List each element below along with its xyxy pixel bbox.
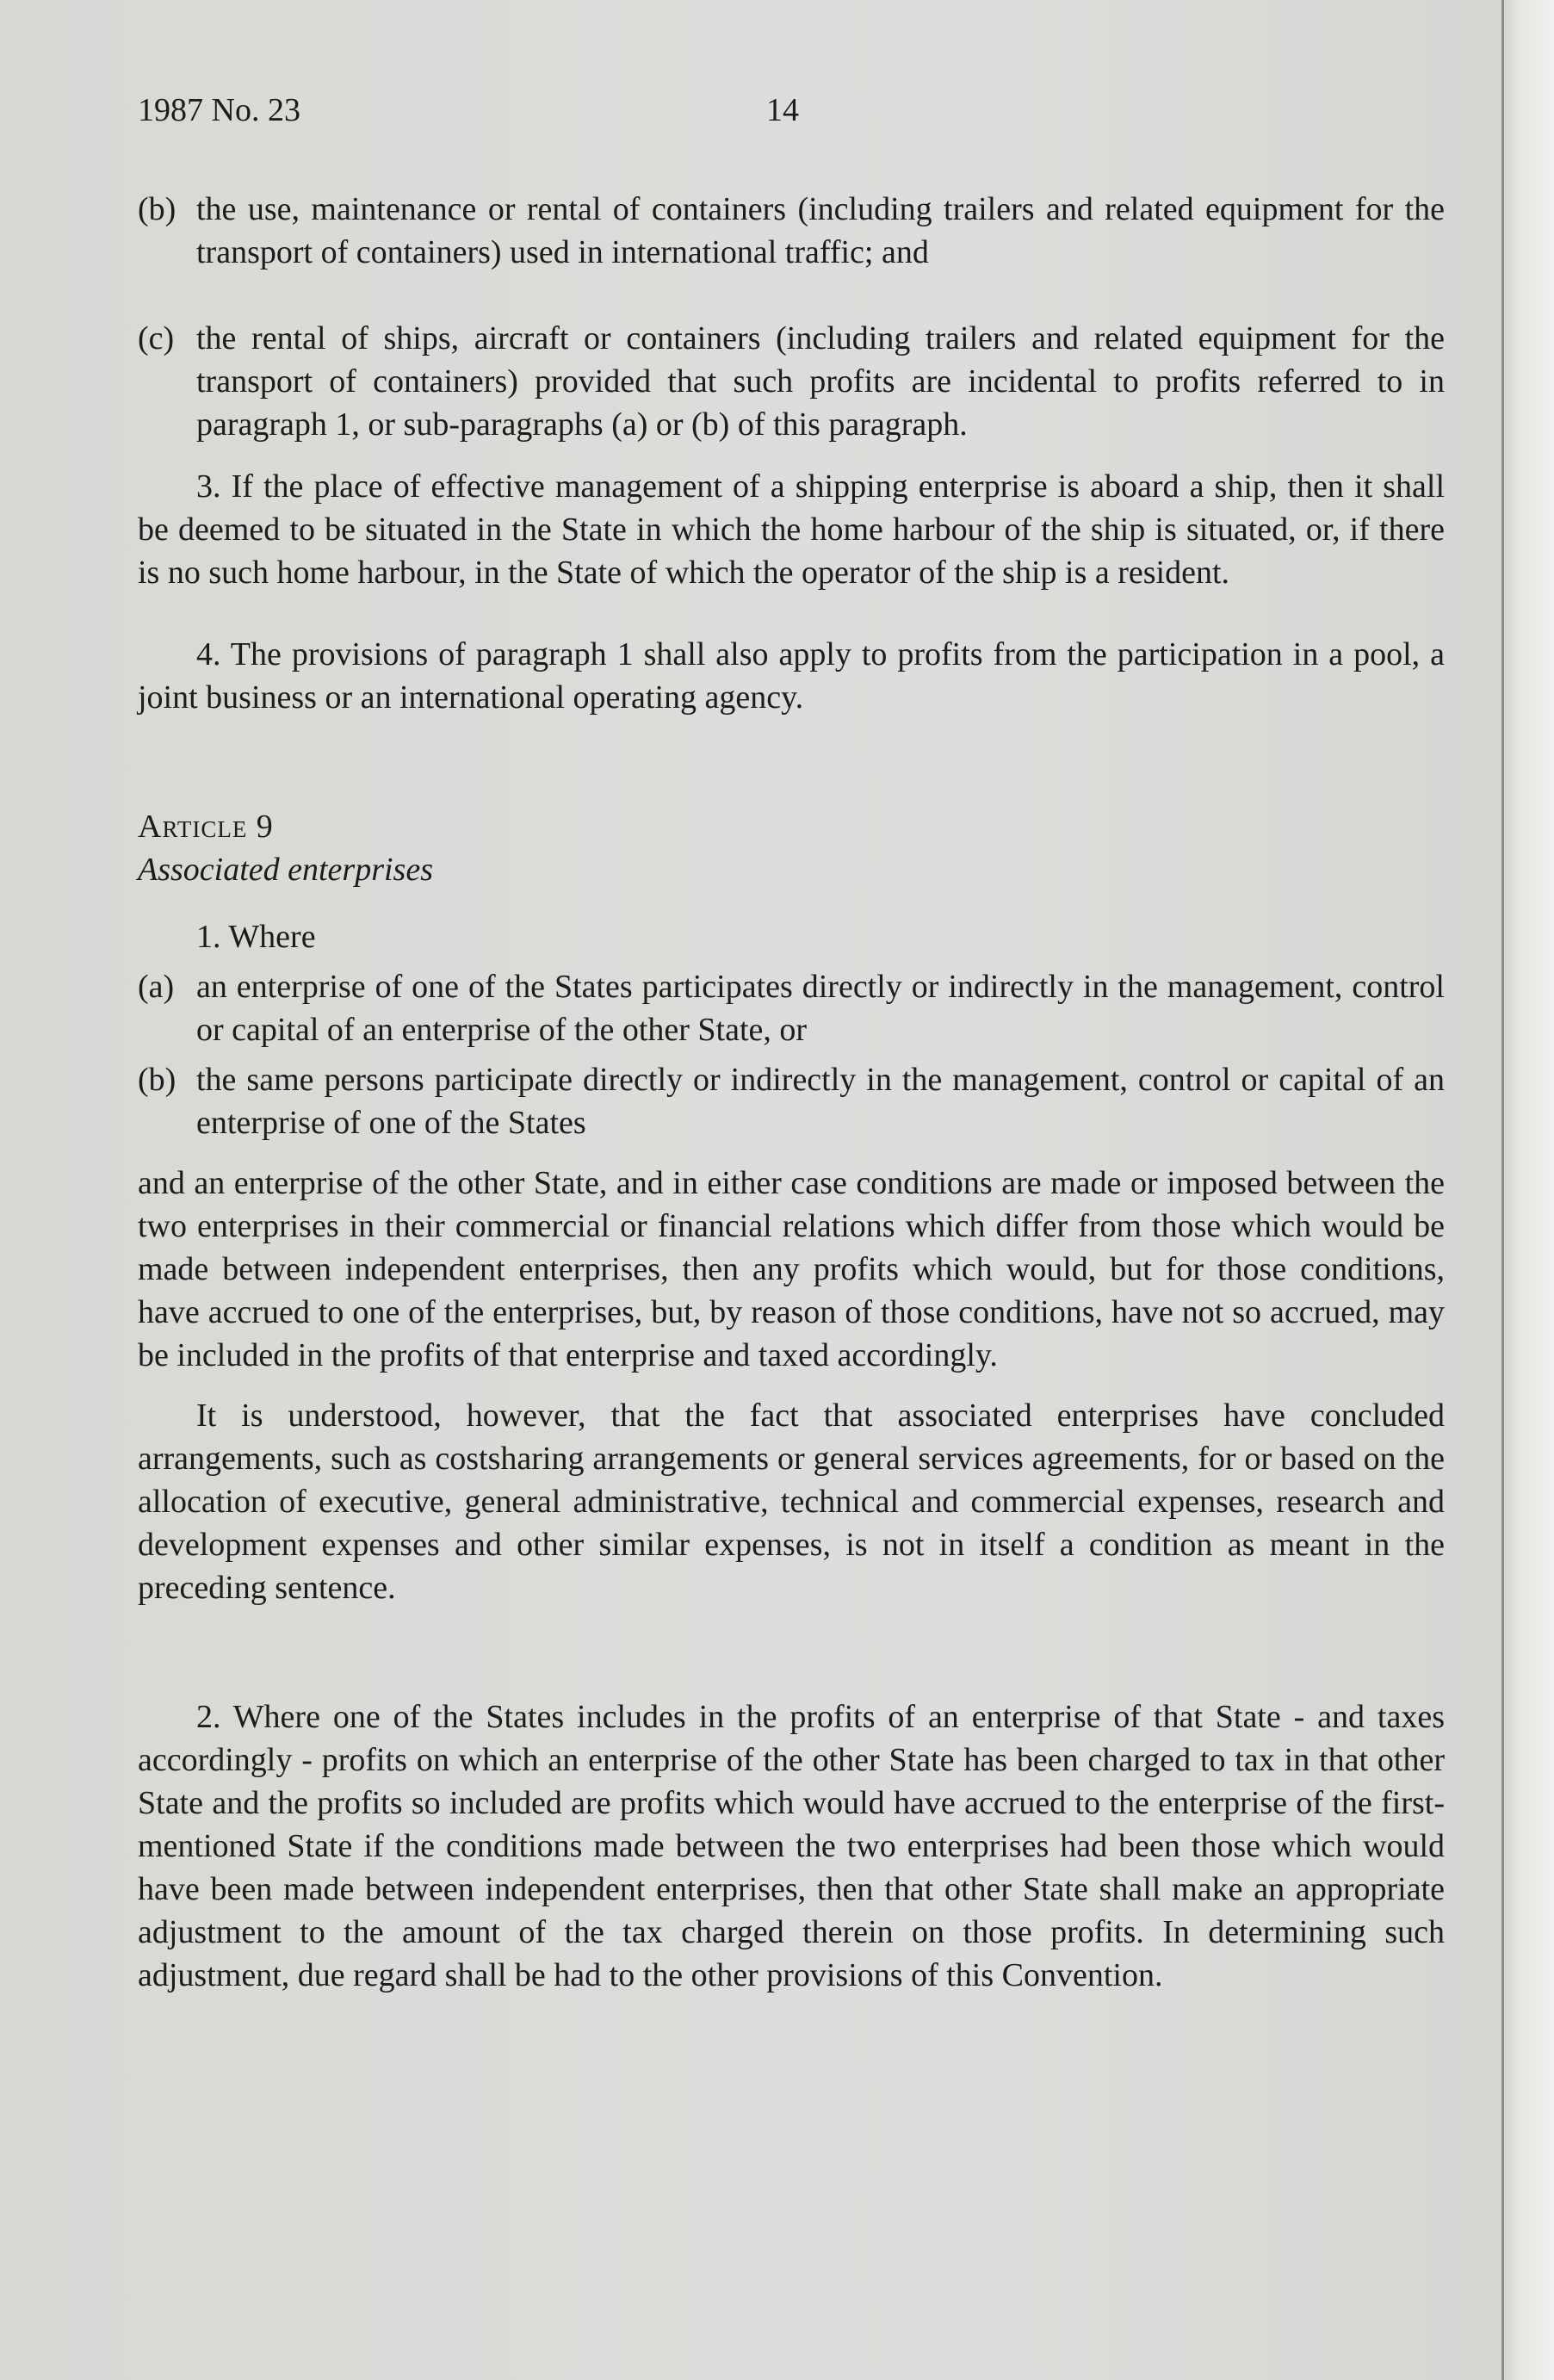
paragraph-1-intro: 1. Where (196, 919, 316, 955)
continuation-text: and an enterprise of the other State, and in either case conditions are made or imposed between the two enterprises in their commercial or financial relations which differ from those which would be made between independent enterprises, then any profits which would, but for those conditions, have accrued to one of the enterprises, but, by reason of those conditions, have not so accrued, may be included in the profits of that enterprise and taxed accordingly. (138, 1165, 1445, 1373)
list-item-a (138, 965, 1445, 1051)
item-text: the same persons participate directly or indirectly in the management, control or capital of an enterprise of one of the States (196, 1062, 1445, 1141)
understood-paragraph: It is understood, however, that the fact that associated enterprises have concluded arrangements, such as costsharing arrangements or general services agreements, for or based on the allocation of executive, general administrative, technical and commercial expenses, research and development expenses and other similar expenses, is not in itself a condition as meant in the preceding sentence. (138, 1398, 1445, 1606)
article-subtitle: Associated enterprises (138, 852, 434, 888)
page-edge (1501, 0, 1554, 2380)
paragraph-2: 2. Where one of the States includes in the profits of an enterprise of that State - and taxes accordingly - profits on which an enterprise of the other State has been charged to tax in that other State and the profits so included are profits which would have accrued to the enterprise of the first-mentioned State if the conditions made between the two enterprises had been those which would have been made between independent enterprises, then that other State shall make an appropriate adjustment to the amount of the tax charged therein on those profits. In determining such adjustment, due regard shall be had to the other provisions of this Convention. (138, 1699, 1445, 1993)
item-label: (b) (138, 1062, 176, 1098)
page-body (138, 188, 1445, 1997)
list-item-c (138, 317, 1445, 446)
paragraph-4: 4. The provisions of paragraph 1 shall also apply to profits from the participation in a pool, a joint business or an international operating agency. (138, 636, 1445, 716)
list-item-b (138, 1058, 1445, 1144)
running-header: 1987 No. 23 (138, 92, 300, 128)
item-label: (a) (138, 969, 175, 1005)
item-text: the use, maintenance or rental of containers (including trailers and related equipment for the transport of containers) used in international traffic; and (196, 191, 1445, 270)
item-text: an enterprise of one of the States participates directly or indirectly in the management, control or capital of an enterprise of the other State, or (196, 969, 1445, 1048)
page-number: 14 (766, 92, 799, 128)
item-label: (c) (138, 320, 175, 356)
item-label: (b) (138, 191, 176, 227)
item-text: the rental of ships, aircraft or containers (including trailers and related equipment for the transport of containers) provided that such profits are incidental to profits referred to in paragraph 1, or sub-paragraphs (a) or (b) of this paragraph. (196, 320, 1445, 443)
list-item-b (138, 188, 1445, 274)
article-heading: Article 9 (138, 809, 274, 845)
paragraph-3: 3. If the place of effective management of a shipping enterprise is aboard a ship, then it shall be deemed to be situated in the State in which the home harbour of the ship is situated, or, if there is no such home harbour, in the State of which the operator of the ship is a resident. (138, 468, 1445, 591)
